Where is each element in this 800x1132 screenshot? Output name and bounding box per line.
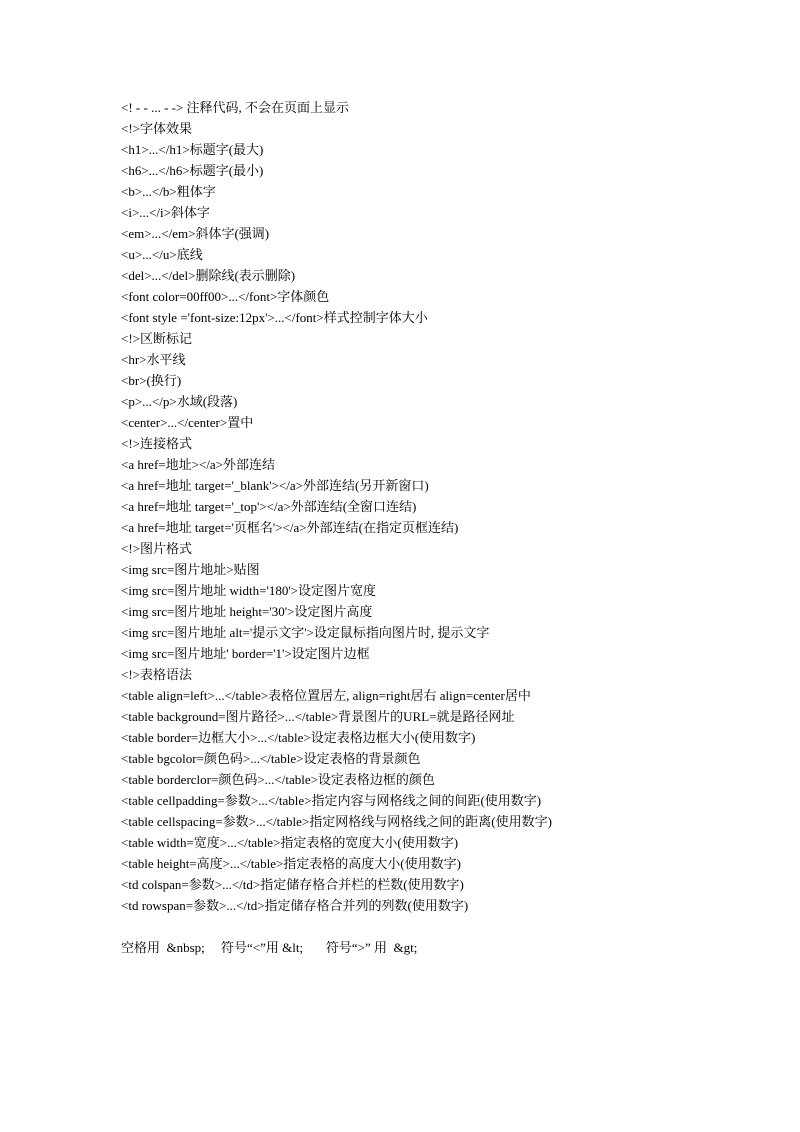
text-line: <img src=图片地址 alt='提示文字'>设定鼠标指向图片时, 提示文字 [121, 625, 490, 640]
text-line: <img src=图片地址' border='1'>设定图片边框 [121, 646, 370, 661]
text-line: <h6>...</h6>标题字(最小) [121, 163, 264, 178]
section-heading: <!>图片格式 [121, 541, 192, 556]
document-body [121, 97, 781, 958]
text-line: <!>字体效果 [121, 121, 192, 136]
text-line: <p>...</p>水域(段落) [121, 394, 238, 409]
text-line: <table align=left>...</table>表格位置居左, align=right居右 align=center居中 [121, 688, 531, 703]
section-heading: <!>连接格式 [121, 436, 192, 451]
text-line: <a href=地址 target='_blank'></a>外部连结(另开新窗口) [121, 478, 429, 493]
text-line: <del>...</del>删除线(表示删除) [121, 268, 296, 283]
text-line: <table width=宽度>...</table>指定表格的宽度大小(使用数字) [121, 835, 459, 850]
text-line: <em>...</em>斜体字(强调) [121, 226, 270, 241]
text-line: <table background=图片路径>...</table>背景图片的URL=就是路径网址 [121, 709, 515, 724]
text-line: <img src=图片地址>贴图 [121, 562, 260, 577]
text-line: <a href=地址></a>外部连结 [121, 457, 275, 472]
text-line: <font style ='font-size:12px'>...</font>样式控制字体大小 [121, 310, 428, 325]
text-line: <table cellpadding=参数>...</table>指定内容与网格线之间的间距(使用数字) [121, 793, 542, 808]
text-line: <i>...</i>斜体字 [121, 205, 210, 220]
text-line: <table height=高度>...</table>指定表格的高度大小(使用数字) [121, 856, 461, 871]
text-line: <img src=图片地址 height='30'>设定图片高度 [121, 604, 373, 619]
text-line: <a href=地址 target='页框名'></a>外部连结(在指定页框连结) [121, 520, 459, 535]
section-heading: <!>表格语法 [121, 667, 192, 682]
text-line: <br>(换行) [121, 373, 182, 388]
text-line: <font color=00ff00>...</font>字体颜色 [121, 289, 330, 304]
text-line: <table border=边框大小>...</table>设定表格边框大小(使用数字) [121, 730, 476, 745]
section-heading: <!>区断标记 [121, 331, 192, 346]
text-line: <table borderclor=颜色码>...</table>设定表格边框的颜色 [121, 772, 435, 787]
blank-line [121, 916, 781, 937]
text-line: <td colspan=参数>...</td>指定储存格合并栏的栏数(使用数字) [121, 877, 464, 892]
entity-note: 空格用 &nbsp; 符号“<”用 &lt; 符号“>” 用 &gt; [121, 940, 418, 955]
text-line: <h1>...</h1>标题字(最大) [121, 142, 264, 157]
text-line: <! - - ... - -> 注释代码, 不会在页面上显示 [121, 100, 350, 115]
text-line: <hr>水平线 [121, 352, 186, 367]
text-line: <b>...</b>粗体字 [121, 184, 216, 199]
text-line: <center>...</center>置中 [121, 415, 254, 430]
text-line: <u>...</u>底线 [121, 247, 203, 262]
text-line: <a href=地址 target='_top'></a>外部连结(全窗口连结) [121, 499, 417, 514]
text-line: <table bgcolor=颜色码>...</table>设定表格的背景颜色 [121, 751, 421, 766]
text-line: <img src=图片地址 width='180'>设定图片宽度 [121, 583, 377, 598]
text-line: <table cellspacing=参数>...</table>指定网格线与网格线之间的距离(使用数字) [121, 814, 552, 829]
text-line: <td rowspan=参数>...</td>指定储存格合并列的列数(使用数字) [121, 898, 469, 913]
